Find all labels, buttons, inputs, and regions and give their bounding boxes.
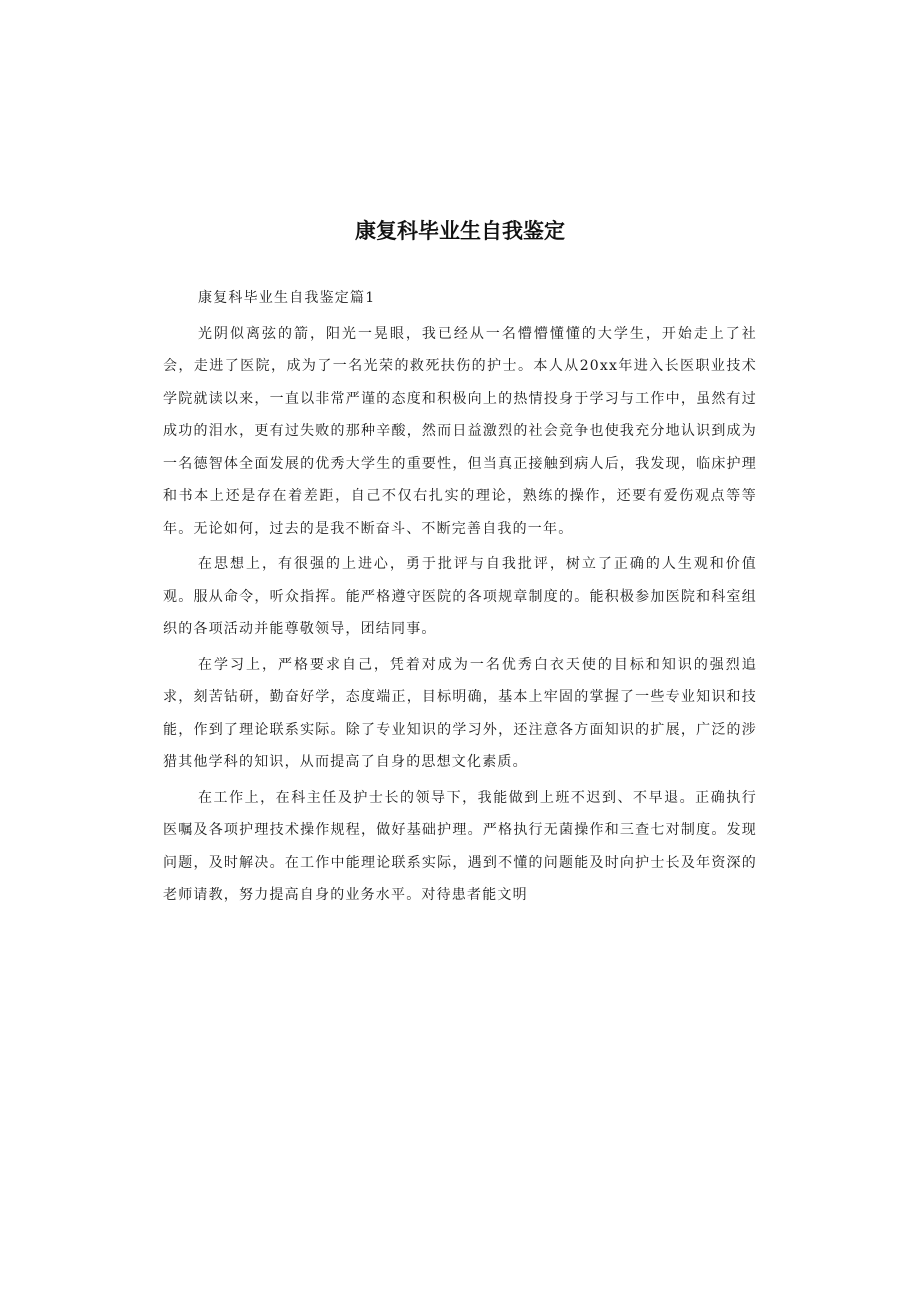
paragraph-ideology: 在思想上，有很强的上进心，勇于批评与自我批评，树立了正确的人生观和价值观。服从命令，听众指挥。能严格遵守医院的各项规章制度的。能积极参加医院和科室组织的各项活动并能尊敬领导，团结同事。 xyxy=(163,556,757,637)
paragraph-work: 在工作上，在科主任及护士长的领导下，我能做到上班不迟到、不早退。正确执行医嘱及各项护理技术操作规程，做好基础护理。严格执行无菌操作和三查七对制度。发现问题，及时解决。在工作中能理论联系实际，遇到不懂的问题能及时向护士长及年资深的老师请教，努力提高自身的业务水平。对待患者能文明 xyxy=(163,789,757,903)
paragraph-intro: 光阴似离弦的箭，阳光一晃眼，我已经从一名懵懵懂懂的大学生，开始走上了社会，走进了医院，成为了一名光荣的救死扶伤的护士。本人从20xx年进入长医职业技术学院就读以来，一直以非常严谨的态度和积极向上的热情投身于学习与工作中，虽然有过成功的泪水，更有过失败的那种辛酸，然而日益激烈的社会竞争也使我充分地认识到成为一名德智体全面发展的优秀大学生的重要性，但当真正接触到病人后，我发现，临床护理和书本上还是存在着差距，自己不仅右扎实的理论，熟练的操作，还要有爱伤观点等等年。无论如何，过去的是我不断奋斗、不断完善自我的一年。 xyxy=(163,325,757,537)
document-title: 康复科毕业生自我鉴定 xyxy=(355,219,565,243)
paragraph-study: 在学习上，严格要求自己，凭着对成为一名优秀白衣天使的目标和知识的强烈追求，刻苦钻研，勤奋好学，态度端正，目标明确，基本上牢固的掌握了一些专业知识和技能，作到了理论联系实际。除了专业知识的学习外，还注意各方面知识的扩展，广泛的涉猎其他学科的知识，从而提高了自身的思想文化素质。 xyxy=(163,656,757,770)
section-heading: 康复科毕业生自我鉴定篇1 xyxy=(198,290,376,306)
document-body xyxy=(163,282,757,915)
